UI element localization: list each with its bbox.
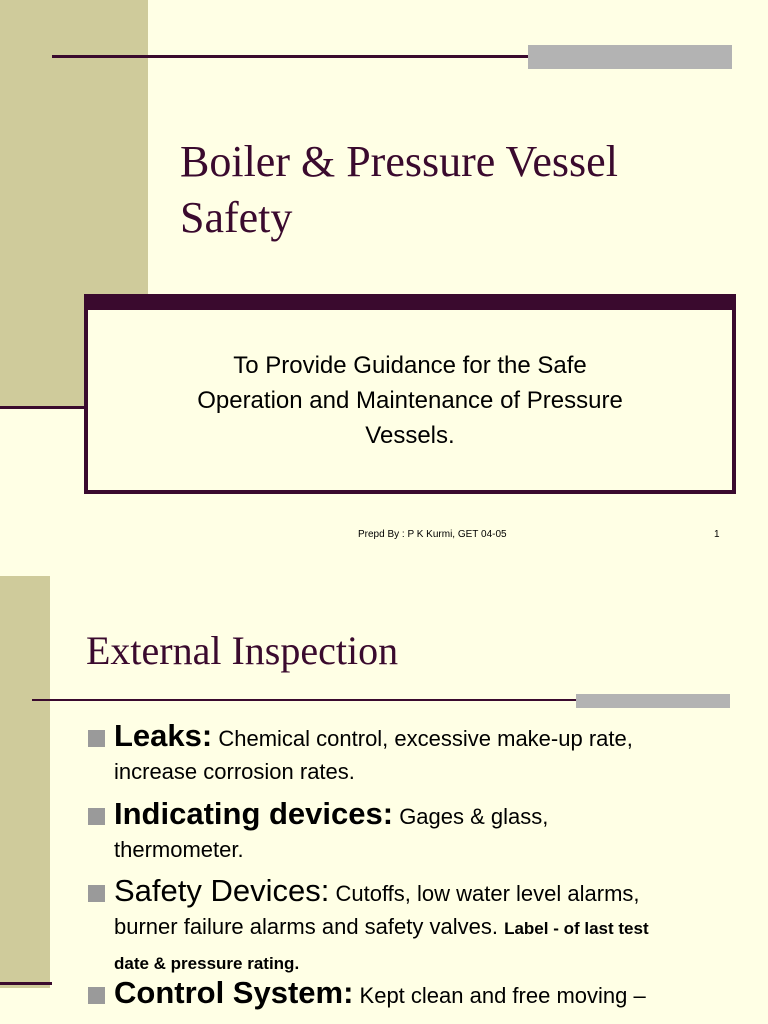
title-line-1: Boiler & Pressure Vessel xyxy=(180,137,618,186)
square-bullet-icon xyxy=(88,808,105,825)
bullet-text-continued: burner failure alarms and safety valves. xyxy=(114,914,505,939)
left-accent-line xyxy=(0,406,86,409)
bullet-item-safety-devices xyxy=(114,874,726,978)
bullet-item-control-system xyxy=(114,976,726,1012)
bullet-heading: Indicating devices: xyxy=(114,796,394,831)
square-bullet-icon xyxy=(88,730,105,747)
subtitle-box xyxy=(84,310,736,494)
bullet-heading: Leaks: xyxy=(114,718,213,753)
sidebar-decoration xyxy=(0,576,50,988)
left-accent-line xyxy=(0,982,52,985)
subtitle-line-1: To Provide Guidance for the Safe xyxy=(233,352,587,379)
bullet-text: Cutoffs, low water level alarms, xyxy=(329,881,640,906)
bullet-note: Label - of last test xyxy=(504,919,649,938)
square-bullet-icon xyxy=(88,885,105,902)
bullet-text-continued: thermometer. xyxy=(114,837,244,862)
slide-footer: Prepd By : P K Kurmi, GET 04-05 xyxy=(358,529,507,540)
slide-2 xyxy=(0,576,768,1024)
bullet-note-continued: date & pressure rating. xyxy=(114,954,300,973)
sidebar-decoration-lower xyxy=(0,296,86,408)
bullet-text: Gages & glass, xyxy=(393,804,549,829)
page-number: 1 xyxy=(714,529,720,540)
bullet-item-indicating-devices xyxy=(114,797,726,866)
slide-gap xyxy=(0,556,768,576)
slide-title xyxy=(180,134,740,246)
bullet-text: Kept clean and free moving – xyxy=(353,983,646,1008)
subtitle-text xyxy=(88,348,732,453)
bullet-text-continued: increase corrosion rates. xyxy=(114,759,355,784)
sidebar-decoration xyxy=(0,0,148,296)
subtitle-line-2: Operation and Maintenance of Pressure xyxy=(197,387,623,414)
slide-title: External Inspection xyxy=(86,628,399,673)
grey-accent-bar xyxy=(576,694,730,708)
bullet-heading: Safety Devices: xyxy=(114,873,330,908)
subtitle-line-3: Vessels. xyxy=(365,422,455,449)
title-line-2: Safety xyxy=(180,193,293,242)
bullet-item-leaks xyxy=(114,719,726,788)
grey-accent-bar xyxy=(528,45,732,69)
square-bullet-icon xyxy=(88,987,105,1004)
bullet-heading: Control System: xyxy=(114,975,354,1010)
bullet-text: Chemical control, excessive make-up rate, xyxy=(212,726,633,751)
